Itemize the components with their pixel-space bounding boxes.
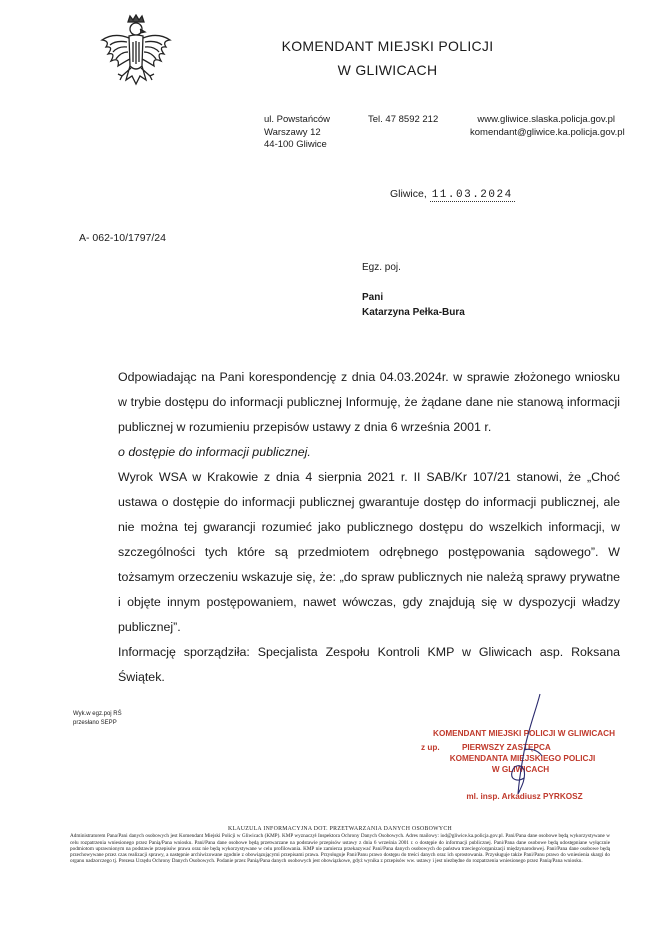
footnote [73,710,122,728]
website-link[interactable]: www.gliwice.slaska.policja.gov.pl [477,114,615,125]
reference-number: A- 062-10/1797/24 [79,232,166,244]
recipient-block [362,290,465,320]
footnote-line: Wyk.w egz.poj RŚ [73,711,122,717]
contact-block [470,114,625,139]
address-line: ul. Powstańców [264,114,331,125]
clause-text: Administratorem Pana/Pani danych osobowych jest Komendant Miejski Policji w Gliwicach (KMP). KMP wyznaczył Inspektora Ochrony Danych Osobowych. Adres mailowy: iod@gliwice.ka.policja.gov.pl. Pani/Pana dane osobowe będą wykorzystywane w celu rozpatrzenia wniesionego przez Panią/Pana wniosku. Pani/Pana dane osobowe będą przetwarzane na podstawie przepisów ustawy z dnia 6 września 2001 r. o dostępie do informacji publicznej. Pani/Pana dane osobowe będą udostępniane wyłącznie podmiotom uprawnionym na podstawie przepisów prawa oraz nie będą wykorzystywane w celu profilowania. KMP nie zamierza przekazywać Pani/Pana danych osobowych do państwa trzeciego/organizacji międzynarodowej. Pani/Pana dane osobowe będą przechowywane przez czas realizacji sprawy, a następnie archiwizowane zgodnie z obowiązującymi przepisami prawa. Przysługuje Pani/Panu prawo dostępu do treści danych oraz ich sprostowania. Przysługuje także Pani/Panu prawo do wniesienia skargi do organu nadzorczego tj. Prezesa Urzędu Ochrony Danych Osobowych. Podanie przez Panią/Pana danych osobowych jest obowiązkowe, gdyż wynika z przepisów ww. ustawy i jest niezbędne do rozpatrzenia wniesionego przez Panią/Pana wniosku. [70,833,610,865]
paragraph-2 [118,465,620,640]
paragraph-3 [118,640,620,690]
stamp-signatory: ml. insp. Arkadiusz PYRKOSZ [466,792,583,801]
clause-title: KLAUZULA INFORMACYJNA DOT. PRZETWARZANIA DANYCH OSOBOWYCH [227,826,453,832]
stamp-line: KOMENDANTA MIEJSKIEGO POLICJI [449,754,596,763]
letter-body [118,365,620,690]
header-title-line1: KOMENDANT MIEJSKI POLICJI [281,38,494,54]
handwritten-signature [488,690,558,800]
paragraph-3-text: Informację sporządziła: Specjalista Zespołu Kontroli KMP w Gliwicach asp. Roksana Świątek. [118,645,620,684]
email-link[interactable]: komendant@gliwice.ka.policja.gov.pl [470,126,625,138]
stamp-line: W GLIWICACH [491,765,550,774]
stamp-line: KOMENDANT MIEJSKI POLICJI W GLIWICACH [433,729,615,738]
date-place: Gliwice, [390,188,427,200]
date-line [390,188,515,202]
stamp-position: PIERWSZY ZASTĘPCA [461,743,551,752]
copy-note: Egz. poj. [362,262,401,273]
data-protection-clause [70,826,610,865]
footnote-line: przesłano SEPP [73,720,117,726]
phone-number: Tel. 47 8592 212 [368,114,439,125]
recipient-salutation: Pani [362,292,384,303]
paragraph-1-text: Odpowiadając na Pani korespondencję z dnia 04.03.2024r. w sprawie złożonego wniosku w trybie dostępu do informacji publicznej Informuję, że żądane dane nie stanową informacji publicznej w rozumieniu przepisów ustawy z dnia 6 września 2001 r. [118,370,620,434]
paragraph-2-text: Wyrok WSA w Krakowie z dnia 4 sierpnia 2021 r. II SAB/Kr 107/21 stanowi, że „Choć ustawa o dostępie do informacji publicznej gwarantuje dostęp do informacji publicznej, ale nie można tej gwarancji rozumieć jako publicznego dostępu do wszelkich informacji, w szczególności tych które są przedmiotem odrębnego postępowania sądowego”. W tożsamym orzeczeniu wskazuje się, że: „do spraw publicznych nie należą sprawy prywatne i objęte innym postępowaniem, nawet wówczas, gdy znajdują się w dyspozycji władzy publicznej”. [118,470,620,634]
address-block [264,114,330,152]
date-value: 11.03.2024 [431,189,513,201]
header-title-line2: W GLIWICACH [337,62,438,78]
address-line: 44-100 Gliwice [264,139,327,150]
stamp-prefix: z up. [421,743,440,752]
paragraph-1 [118,365,620,465]
recipient-name: Katarzyna Pełka-Bura [362,307,465,318]
address-line: Warszawy 12 [264,126,321,138]
paragraph-1-italic: o dostępie do informacji publicznej. [118,445,311,459]
polish-eagle-emblem [96,14,176,100]
